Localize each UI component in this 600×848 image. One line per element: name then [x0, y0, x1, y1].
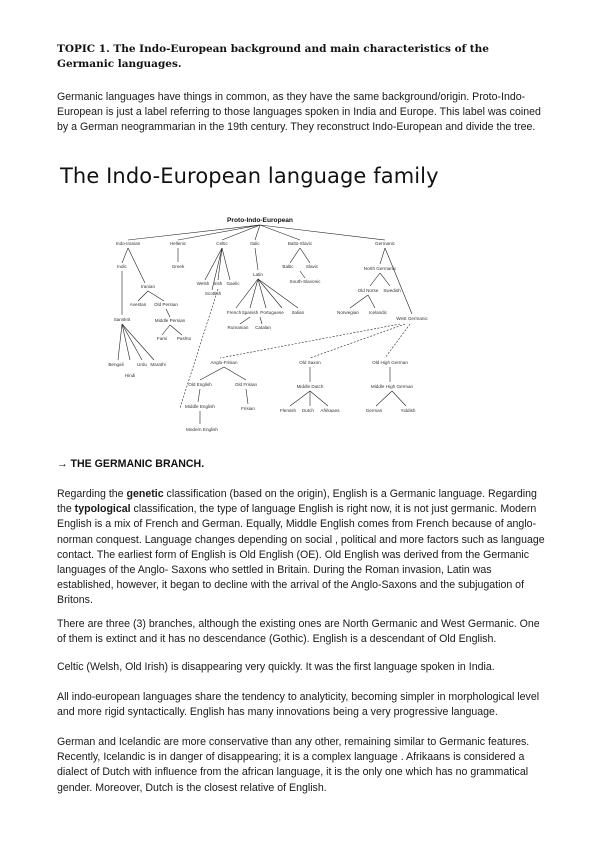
node-baltic: Baltic: [282, 264, 294, 269]
node-rumanian: Rumanian: [227, 325, 249, 330]
node-south-slavonic: South-Slavonic: [289, 279, 321, 284]
node-old-persian: Old Persian: [153, 302, 179, 307]
node-old-norse: Old Norse: [357, 288, 379, 293]
branch-hellenic: Hellenic: [169, 241, 187, 246]
node-flemish: Flemish: [279, 408, 297, 413]
node-farsi: Farsi: [156, 336, 168, 341]
node-catalan: Catalan: [255, 325, 271, 330]
node-middle-persian: Middle Persian: [154, 318, 186, 323]
node-swedish: Swedish: [383, 288, 401, 293]
branch-celtic: Celtic: [216, 241, 228, 246]
node-italian: Italian: [291, 310, 305, 315]
node-irish: Irish: [213, 281, 223, 286]
node-hindi: Hindi: [124, 373, 136, 378]
node-middle-high-german: Middle High German: [370, 384, 414, 389]
node-greek: Greek: [171, 264, 185, 269]
term-typological: typological: [74, 503, 131, 516]
branch-balto-slavic: Balto-Slavic: [287, 241, 313, 246]
analyticity-paragraph: All indo-european languages share the tendency to analyticity, becoming simpler in morphological level and more rigid syntactically. English has many innovations being a very progressive language.: [57, 691, 540, 719]
node-sanskrit: Sanskrit: [113, 317, 131, 322]
celtic-paragraph: Celtic (Welsh, Old Irish) is disappearing very quickly. It was the first language spoken in India.: [57, 661, 495, 673]
conservative-paragraph: German and Icelandic are more conservative than any other, remaining similar to Germanic features. Recently, Icelandic is in danger of disappearing; it is a complex language . Afrikaans is considered a dialect of Dutch with influence from the african language, it is the only one which has no grammatical gender. Moreover, Dutch is the closest relative of English.: [57, 736, 530, 794]
node-old-frisian: Old Frisian: [234, 382, 258, 387]
node-urdu: Urdu: [137, 362, 147, 367]
node-west-germanic: West Germanic: [396, 316, 428, 321]
node-old-saxon: Old Saxon: [299, 360, 321, 365]
node-bengali: Bengali: [108, 362, 124, 367]
node-french: French: [226, 310, 242, 315]
node-scottish: Scottish: [204, 291, 222, 296]
node-welsh: Welsh: [196, 281, 210, 286]
diagram-title: The Indo-European language family: [60, 164, 439, 188]
term-genetic: genetic: [126, 488, 164, 500]
node-latin: Latin: [253, 272, 263, 277]
branch-indo-iranian: Indo-Iranian: [115, 241, 141, 246]
branch-italic: Italic: [250, 241, 260, 246]
node-german: German: [365, 408, 383, 413]
node-afrikaans: Afrikaans: [320, 408, 340, 413]
node-portuguese: Portuguese: [260, 310, 284, 315]
node-middle-english: Middle English: [185, 404, 215, 409]
node-spanish: Spanish: [241, 310, 259, 315]
node-old-high-german: Old High German: [372, 360, 408, 365]
node-norwegian: Norwegian: [337, 310, 359, 315]
node-gaelic: Gaelic: [226, 281, 240, 286]
node-modern-english: Modern English: [186, 427, 218, 432]
node-north-germanic: North Germanic: [363, 266, 397, 271]
node-dutch: Dutch: [301, 408, 315, 413]
intro-paragraph: Germanic languages have things in common, as they have the same background/origin. Proto-Indo-European is just a label referring to those languages spoken in India and Europe. This label was coined by a German neogrammarian in the 19th century. They reconstruct Indo-European and divide the tree.: [57, 91, 541, 134]
tree-root: Proto-Indo-European: [227, 217, 293, 224]
branches-paragraph: There are three (3) branches, although the existing ones are North Germanic and West Germanic. One of them is extinct and it has no descendance (Gothic). English is a descendant of Old English.: [57, 618, 540, 646]
node-iranian: Iranian: [140, 284, 156, 289]
node-frisian: Frisian: [241, 406, 255, 411]
node-yiddish: Yiddish: [400, 408, 416, 413]
node-slavic: Slavic: [305, 264, 319, 269]
node-marathi: Marathi: [150, 362, 166, 367]
node-indic: Indic: [117, 264, 127, 269]
node-pashto: Pashto: [176, 336, 192, 341]
topic-heading: TOPIC 1. The Indo-European background and main characteristics of the Germanic languages.: [57, 43, 489, 70]
node-avestan: Avestan: [129, 302, 147, 307]
node-anglo-frisian: Anglo-Frisian: [210, 360, 238, 365]
germanic-paragraph: Regarding the genetic classification (based on the origin), English is a Germanic language. Regarding the typological classification, the type of language English is right now, it is not just germanic. Modern English is a mix of French and German. Equally, Middle English comes from French because of anglo-norman conquest. Language changes depending on social , political and more factors such as language contact. The earliest form of English is Old English (OE). Old English was derived from the Germanic languages of the Anglo- Saxons who settled in Britain. During the Roman invasion, Latin was established, however, it began to decline with the arrival of the Anglo-Saxons and the subjugation of Britons.: [57, 488, 545, 607]
language-family-tree: [100, 208, 430, 440]
branch-germanic: Germanic: [375, 241, 395, 246]
node-middle-dutch: Middle Dutch: [296, 384, 324, 389]
node-icelandic: Icelandic: [368, 310, 388, 315]
node-old-english: Old English: [188, 382, 212, 387]
section-title: → THE GERMANIC BRANCH.: [57, 458, 205, 470]
